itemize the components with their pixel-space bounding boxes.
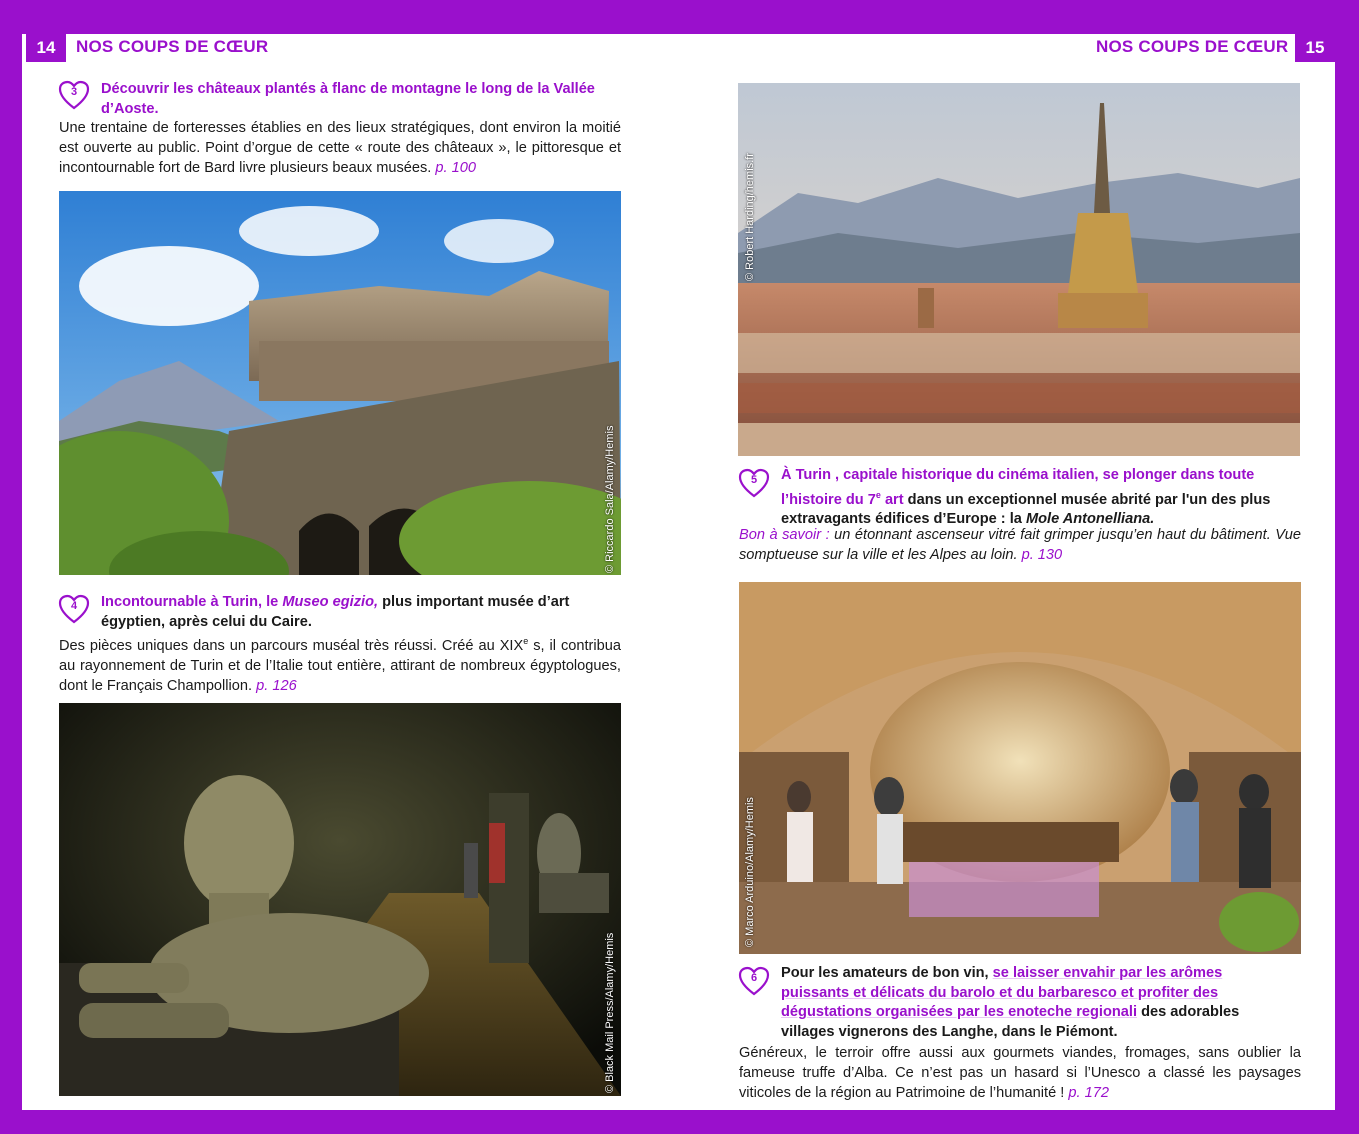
item6-body: Généreux, le terroir offre aussi aux gourmets viandes, fromages, sans oublier la fameuse truffe d’Alba. Ce n’est pas un hasard si l’Unesco a classé les paysages viticoles de la région au Patrimoine de l’humanité ! p. 172 [739,1045,1301,1101]
page-reference[interactable]: p. 130 [1021,547,1063,563]
fort-bard-photo [59,191,621,575]
running-head-left: NOS COUPS DE CŒUR [76,37,269,56]
bottom-border [0,1110,1359,1134]
heart-icon-6 [738,966,770,996]
item6-lead: Pour les amateurs de bon vin, se laisser envahir par les arômes puissants et délicats du barolo et du barbaresco et profiter des dégustations organisées par les enoteche regionali des adorables villages vignerons des Langhe, dans le Piémont. [781,965,1240,1040]
left-border [0,0,22,1134]
badge-number: 4 [70,600,78,612]
item5-lead: À Turin , capitale historique du cinéma italien, se plonger dans toute l’histoire du 7e art dans un exceptionnel musée abrité par l'un des plus extravagants édifices d’Europe : la Mole Antonelliana. [781,467,1271,527]
badge-number: 3 [70,86,78,98]
badge-number: 5 [750,474,758,486]
page-number-left: 14 [26,34,66,62]
heart-icon-3 [58,80,90,110]
egyptian-museum-photo [59,703,621,1096]
photo-credit: © Riccardo Sala/Alamy/Hemis [604,425,616,573]
right-border [1335,0,1359,1134]
tip-label: Bon à savoir : [739,527,830,543]
item3-lead: Découvrir les châteaux plantés à flanc de montagne le long de la Vallée d’Aoste. [101,81,595,117]
photo-credit: © Marco Arduino/Alamy/Hemis [744,797,756,947]
item4-lead: Incontournable à Turin, le Museo egizio, plus important musée d’art égyptien, après celui du Caire. [101,594,570,630]
badge-number: 6 [750,972,758,984]
photo-credit: © Robert Harding/hemis.fr [744,153,756,281]
heart-icon-5 [738,468,770,498]
heart-icon-4 [58,594,90,624]
photo-credit: © Black Mail Press/Alamy/Hemis [604,932,616,1093]
page-reference[interactable]: p. 100 [435,160,476,176]
running-head-right: NOS COUPS DE CŒUR [1096,37,1289,56]
page-number-right: 15 [1295,34,1335,62]
turin-mole-photo [738,83,1300,456]
wine-cellar-photo [739,582,1301,954]
item3-body: Une trentaine de forteresses établies en des lieux stratégiques, dont environ la moitié est ouverte au public. Point d’orgue de cette « route des châteaux », le pittoresque et incontournable fort de Bard livre plusieurs beaux musées. p. 100 [59,120,621,176]
page-reference[interactable]: p. 126 [256,677,297,694]
page-reference[interactable]: p. 172 [1068,1085,1109,1101]
item5-tip: Bon à savoir : un étonnant ascenseur vitré fait grimper jusqu’en haut du bâtiment. Vue somptueuse sur la ville et les Alpes au loin. p. 130 [739,527,1301,563]
item4-body: Des pièces uniques dans un parcours muséal très réussi. Créé au XIXe s, il contribua au rayonnement de Turin et de l’Italie tout entière, attirant de nombreux égyptologues, dont le Français Champollion. p. 126 [59,636,621,694]
top-border [0,0,1359,34]
